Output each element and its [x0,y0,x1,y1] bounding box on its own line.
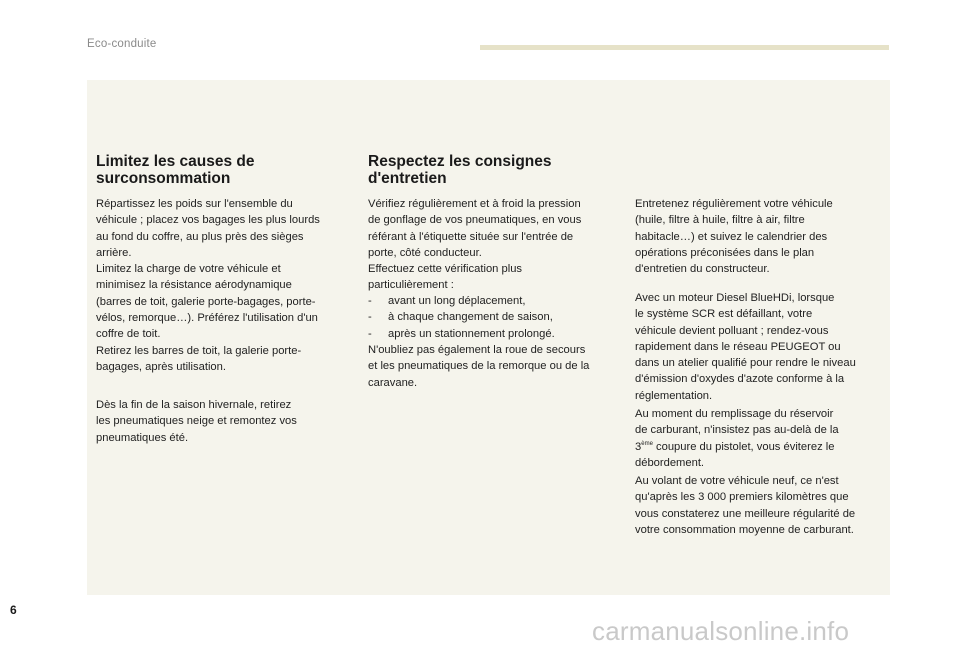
section-header-label: Eco-conduite [87,38,157,50]
col2-heading: Respectez les consignes d'entretien [368,153,552,187]
col1-paragraph-2: Dès la fin de la saison hivernale, retirez les pneumatiques neige et remontez vos pneumatiques été. [96,399,297,444]
col1-paragraph-1: Répartissez les poids sur l'ensemble du véhicule ; placez vos bagages les plus lourds au fond du coffre, au plus près des sièges arrière. Limitez la charge de votre véhicule et minimisez la résistance aérodynamique (barres de toit, galerie porte-bagages, porte- vélos, remorque…). Préférez l'utilisation d'un coffre de toit. Retirez les barres de toit, la galerie porte- bagages, après utilisation. [96,198,320,373]
col3-paragraph-3-line1: Au moment du remplissage du réservoir de carburant, n'insistez pas au-delà de la [635,408,839,437]
list-item: - à chaque changement de saison, [368,309,618,325]
list-item: - après un stationnement prolongé. [368,326,618,342]
ordinal-suffix: ème [641,440,653,447]
col3-paragraph-3 [635,406,885,471]
page-number: 6 [10,603,17,617]
col1-heading: Limitez les causes de surconsommation [96,153,255,187]
col3-paragraph-4: Au volant de votre véhicule neuf, ce n'est qu'après les 3 000 premiers kilomètres que vous constaterez une meilleure régularité de votre consommation moyenne de carburant. [635,475,856,536]
col3-paragraph-2: Avec un moteur Diesel BlueHDi, lorsque le système SCR est défaillant, votre véhicule devient polluant ; rendez-vous rapidement dans le réseau PEUGEOT ou dans un atelier qualifié pour rendre le niveau d'émission d'oxydes d'azote conforme à la réglementation. [635,292,856,402]
col3-paragraph-3-rest: coupure du pistolet, vous éviterez le débordement. [635,440,835,469]
col3-paragraph-1: Entretenez régulièrement votre véhicule (huile, filtre à huile, filtre à air, filtre habitacle…) et suivez le calendrier des opérations préconisées dans le plan d'entretien du constructeur. [635,198,833,276]
list-item: - avant un long déplacement, [368,293,618,309]
header-divider-bar [480,45,889,50]
col2-paragraph-2: N'oubliez pas également la roue de secours et les pneumatiques de la remorque ou de la caravane. [368,344,590,389]
col2-bullet-list [368,293,618,342]
ordinal-number: 3 [635,440,642,453]
col2-paragraph-1: Vérifiez régulièrement et à froid la pression de gonflage de vos pneumatiques, en vous référant à l'étiquette située sur l'entrée de porte, côté conducteur. Effectuez cette vérification plus particulièrement : [368,198,582,292]
watermark-text: carmanualsonline.info [592,616,850,646]
